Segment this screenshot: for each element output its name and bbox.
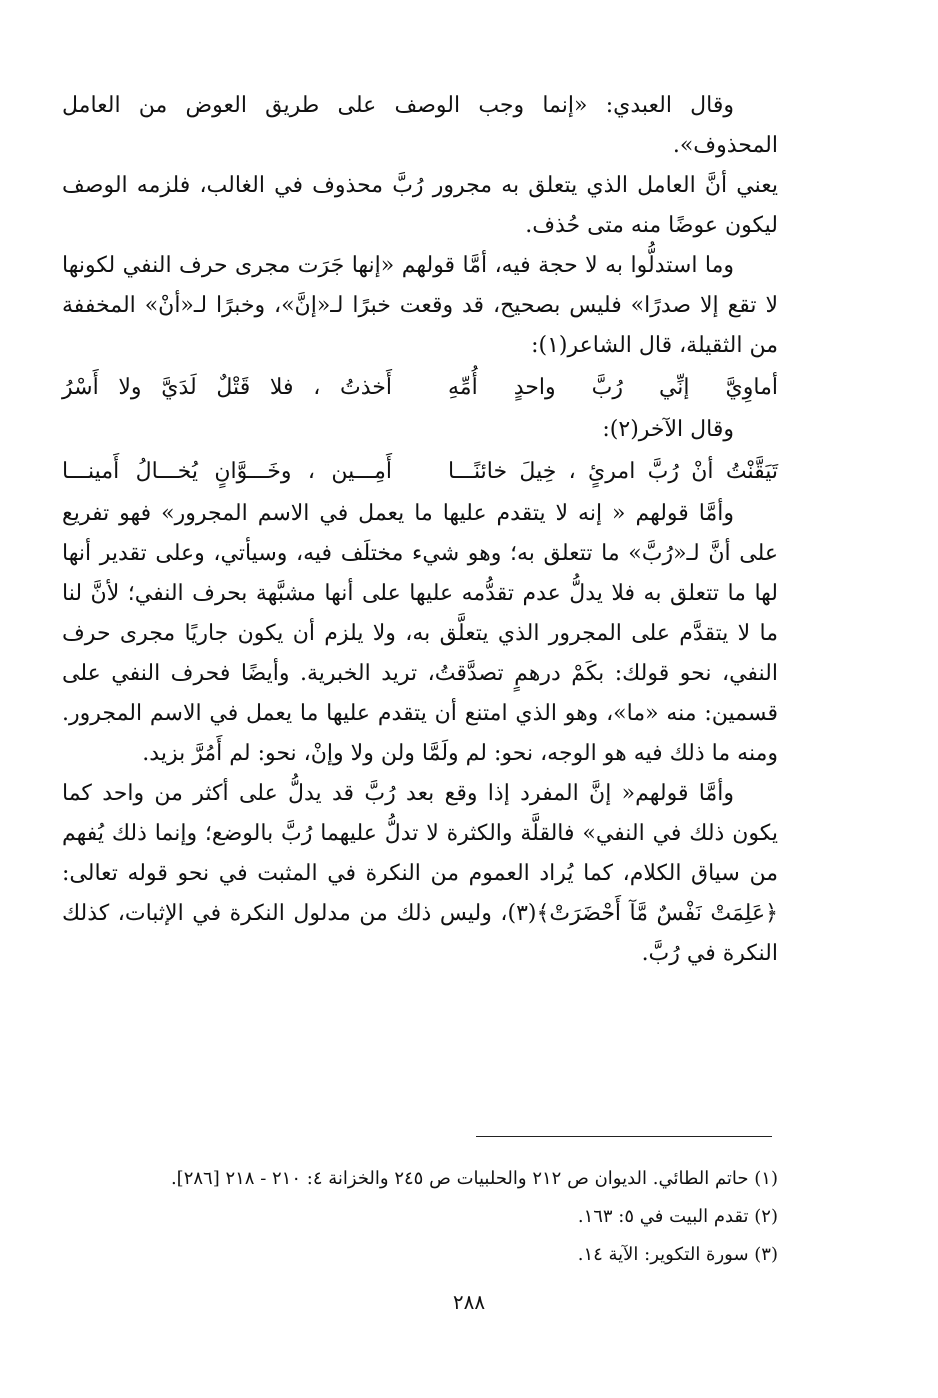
footnote-3: (٣) سورة التكوير: الآية ١٤. <box>577 1244 778 1265</box>
footnote-2: (٢) تقدم البيت في ٥: ١٦٣. <box>577 1206 778 1227</box>
paragraph-rebuttal: وما استدلُّوا به لا حجة فيه، أمَّا قولهم «إنها جَرَت مجرى حرف النفي لكونها لا تقع إلا صدرًا» فليس بصحيح، قد وقعت خبرًا لـ«إنَّ»، وخبرًا لـ«أنْ» المخففة من الثقيلة، قال الشاعر(١): <box>62 253 778 358</box>
verse-2-second-hemistich: أَمِـــين ، وخَـــوَّانٍ يُخـــالُ أَمينـــا <box>62 459 392 484</box>
paragraph-other-poet: وقال الآخر(٢): <box>602 417 734 442</box>
footnotes <box>62 1160 778 1274</box>
paragraph-precedence: وأمَّا قولهم « إنه لا يتقدم عليها ما يعمل في الاسم المجرور» فهو تفريع على أنَّ لـ«رُبَّ» ما تتعلق به؛ وهو شيء مختلَف فيه، وسيأتي، وعلى تقدير أنها لها ما تتعلق به فلا يدلُّ عدم تقدُّمه عليها على أنها مشبَّهة بحرف النفي؛ لأنَّ لنا ما لا يتقدَّم على المجرور الذي يتعلَّق به، ولا يلزم أن يكون جاريًا مجرى حرف النفي، نحو قولك: بكَمْ درهمٍ تصدَّقتُ، تريد الخبرية. وأيضًا فحرف النفي على قسمين: منه «ما»، وهو الذي امتنع أن يتقدم عليها ما يعمل في الاسم المجرور. ومنه ما ذلك فيه هو الوجه، نحو: لم ولَمَّا ولن ولا وإنْ، نحو: لم أَمُرَّ بزيد. <box>62 501 778 766</box>
paragraph-explanation: يعني أنَّ العامل الذي يتعلق به مجرور رُبَّ محذوف في الغالب، فلزمه الوصف ليكون عوضًا منه متى حُذف. <box>62 173 778 238</box>
footnote-divider <box>476 1136 772 1137</box>
verse-1-second-hemistich: أَخذتُ ، فلا قَتْلٌ لَدَيَّ ولا أَسْرُ <box>62 375 392 400</box>
verse-2 <box>62 452 778 492</box>
verse-2-first-hemistich: تَيَقَّنْتُ أنْ رُبَّ امرئٍ ، خِيلَ خائنًـــا <box>448 459 778 484</box>
footnote-1: (١) حاتم الطائي. الديوان ص ٢١٢ والحلبيات ص ٢٤٥ والخزانة ٤: ٢١٠ - ٢١٨ [٢٨٦]. <box>170 1168 778 1189</box>
paragraph-singular: وأمَّا قولهم« إنَّ المفرد إذا وقع بعد رُبَّ قد يدلُّ على أكثر من واحد كما يكون ذلك في النفي» فالقلَّة والكثرة لا تدلُّ عليهما رُبَّ بالوضع؛ وإنما ذلك يُفهم من سياق الكلام، كما يُراد العموم من النكرة في المثبت في نحو قوله تعالى: ﴿عَلِمَتْ نَفْسٌ مَّآ أَحْضَرَتْ﴾(٣)، وليس ذلك من مدلول النكرة في الإثبات، كذلك النكرة في رُبَّ. <box>62 781 778 966</box>
verse-1 <box>62 368 778 408</box>
verse-1-first-hemistich: أماوِيَّ إنِّي رُبَّ واحدٍ أُمِّهِ <box>448 375 778 400</box>
main-text <box>62 86 778 974</box>
page-number: ٢٨٨ <box>452 1290 486 1314</box>
paragraph-abdi-quote: وقال العبدي: «إنما وجب الوصف على طريق العوض من العامل المحذوف». <box>62 93 778 158</box>
